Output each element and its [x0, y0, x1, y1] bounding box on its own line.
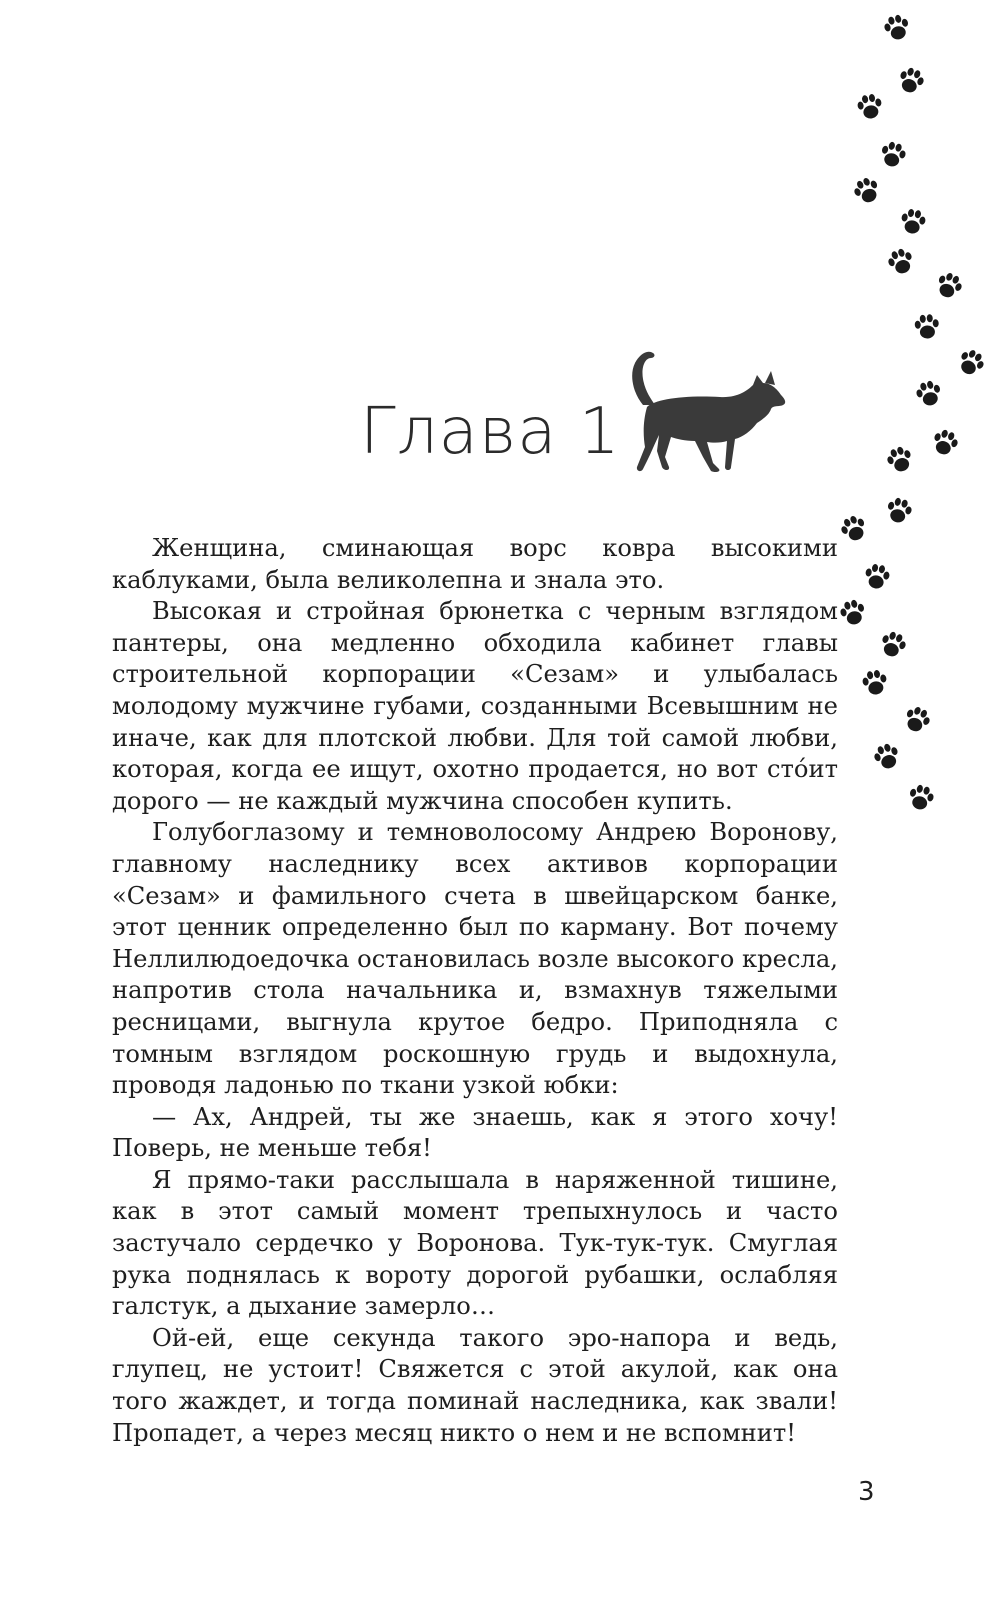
- paw-print-icon: [902, 705, 932, 735]
- paw-print-icon: [884, 496, 914, 526]
- paw-print-icon: [852, 176, 882, 206]
- paw-print-icon: [896, 66, 926, 96]
- paragraph: Ой-ей, еще секунда такого эро-напора и ведь, глупец, не устоит! Свяжется с этой акулой, как она того жаждет, и тогда поминай наследника, как звали! Пропадет, а через месяц никто о нем и не вспомнит!: [112, 1323, 838, 1447]
- paw-print-icon: [906, 783, 936, 813]
- paragraph: Голубоглазому и темноволосому Андрею Воронову, главному наследнику всех активов корпорации «Сезам» и фамильного счета в швейцарском банке, этот ценник определенно был по карману. Вот почему Неллилюдоедочка остановилась возле высокого кресла, напротив стола начальника и, взмахнув тяжелыми ресницами, выгнула крутое бедро. Приподняла с томным взглядом роскошную грудь и выдохнула, проводя ладонью по ткани узкой юбки:: [112, 818, 838, 1100]
- paw-print-icon: [886, 247, 916, 277]
- paw-print-icon: [878, 140, 908, 170]
- paw-print-icon: [882, 13, 912, 43]
- paragraph: Я прямо-таки расслышала в наряженной тишине, как в этот самый момент трепыхнулось и часто застучало сердечко у Воронова. Тук-тук-тук. Смуглая рука поднялась к вороту дорогой рубашки, ослабляя галстук, а дыхание замерло…: [112, 1165, 838, 1321]
- paw-print-icon: [914, 379, 944, 409]
- chapter-title: Глава 1: [360, 395, 621, 469]
- page-number: 3: [858, 1477, 875, 1507]
- paw-print-icon: [855, 92, 885, 122]
- paragraph: Высокая и стройная брюнетка с черным взглядом пантеры, она медленно обходила кабинет главы строительной корпорации «Сезам» и улыбалась молодому мужчине губами, созданными Всевышним не иначе, как для плотской любви. Для той самой любви, которая, когда ее ищут, охотно продается, но вот стóит дорого — не каждый мужчина способен купить.: [112, 597, 838, 815]
- paw-print-icon: [862, 562, 892, 592]
- paragraph: Женщина, сминающая ворс ковра высокими каблуками, была великолепна и знала это.: [112, 534, 838, 594]
- paw-print-icon: [930, 428, 960, 458]
- walking-cat-icon: [625, 345, 795, 485]
- body-text: [112, 533, 838, 1449]
- paw-print-icon: [839, 514, 869, 544]
- paw-print-icon: [956, 348, 986, 378]
- paw-print-icon: [872, 742, 902, 772]
- paw-print-icon: [912, 312, 942, 342]
- paw-print-icon: [885, 445, 915, 475]
- paw-print-icon: [878, 630, 908, 660]
- paw-print-icon: [898, 207, 928, 237]
- paw-print-icon: [838, 598, 868, 628]
- paw-print-icon: [934, 271, 964, 301]
- paragraph: — Ах, Андрей, ты же знаешь, как я этого хочу! Поверь, не меньше тебя!: [112, 1102, 838, 1163]
- paw-print-icon: [860, 668, 890, 698]
